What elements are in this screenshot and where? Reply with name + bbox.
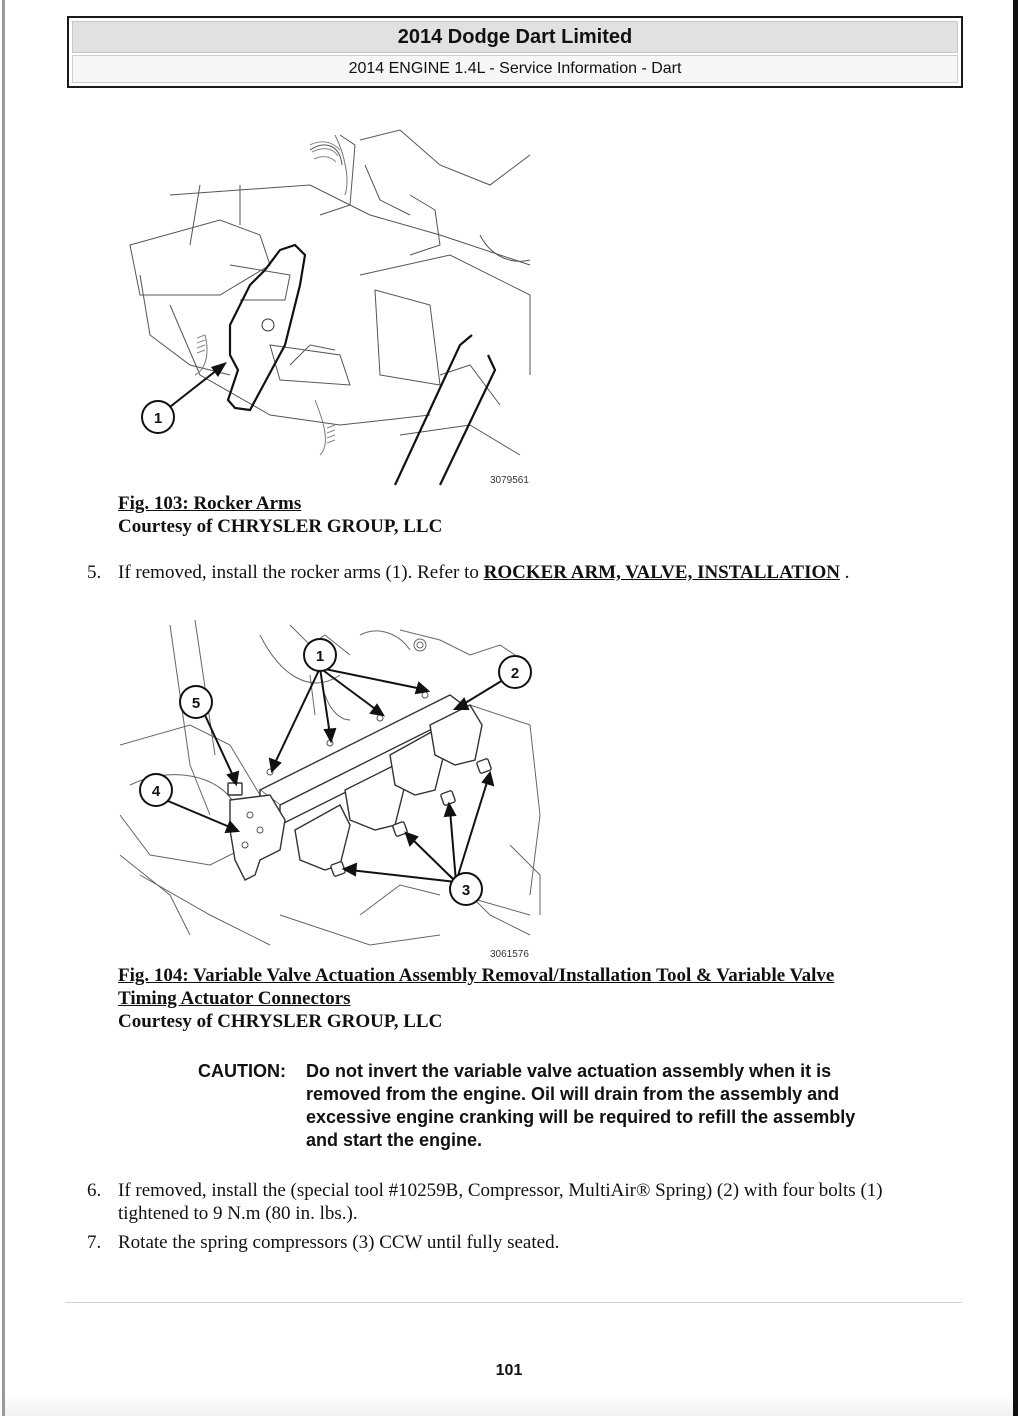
figure-103-rocker-arms (110, 125, 550, 490)
figure-103-credit: Courtesy of CHRYSLER GROUP, LLC (118, 516, 443, 537)
step-5-number: 5. (87, 562, 102, 583)
step-6-number: 6. (87, 1180, 102, 1201)
callout-3c-leader (450, 810, 456, 882)
callout-1-label: 1 (315, 648, 325, 665)
callout-1-leader (166, 370, 217, 410)
figure-104-image-id: 3061576 (490, 949, 529, 960)
figure-104-caption (118, 964, 834, 1033)
callout-5-arrowhead (228, 772, 238, 784)
document-header (67, 16, 963, 88)
rocker-arm-outline (228, 245, 305, 410)
callout-1b-leader (320, 668, 330, 735)
caution-line: and start the engine. (306, 1130, 483, 1150)
figure-103-caption (118, 492, 442, 538)
callout-3d-leader (456, 779, 488, 882)
figure-104-title-line2: Timing Actuator Connectors (118, 988, 351, 1009)
page-left-edge (2, 0, 5, 1416)
caution-line: excessive engine cranking will be required to refill the assembly (306, 1107, 856, 1127)
callout-2-leader (462, 680, 503, 705)
figure-103-image-id: 3079561 (490, 475, 529, 486)
vva-assembly-illustration (110, 615, 550, 960)
callout-3-label: 3 (461, 882, 471, 899)
caution-line: removed from the engine. Oil will drain from the assembly and (306, 1084, 840, 1104)
callout-3d-arrowhead (483, 773, 493, 785)
callout-1d-arrowhead (416, 683, 428, 693)
figure-103-title: Fig. 103: Rocker Arms (118, 493, 302, 514)
callout-1b-arrowhead (325, 729, 335, 741)
callout-5-label: 5 (191, 695, 201, 712)
step-6-line1: If removed, install the (special tool #10259B, Compressor, MultiAir® Spring) (2) with four bolts (1) (118, 1180, 883, 1201)
figure-104-credit: Courtesy of CHRYSLER GROUP, LLC (118, 1011, 443, 1032)
callout-1a-leader (274, 668, 320, 765)
step-6-line2: tightened to 9 N.m (80 in. lbs.). (118, 1203, 358, 1224)
callout-3a-arrowhead (344, 864, 356, 875)
callout-3a-leader (350, 870, 456, 882)
header-subtitle: 2014 ENGINE 1.4L - Service Information - Dart (72, 55, 958, 83)
page-bottom-edge (5, 1395, 1013, 1416)
caution-line: Do not invert the variable valve actuation assembly when it is (306, 1061, 832, 1081)
figure-104-vva-assembly (110, 615, 550, 960)
step-5-text (118, 561, 849, 584)
callout-1-label: 1 (153, 410, 163, 427)
callout-4-label: 4 (151, 783, 161, 800)
page-number: 101 (495, 1362, 523, 1379)
callout-1a-arrowhead (270, 759, 280, 771)
caution-body (306, 1060, 946, 1152)
step-7-number: 7. (87, 1232, 102, 1253)
figure-104-title-line1: Fig. 104: Variable Valve Actuation Assembly Removal/Installation Tool & Variable Valve (118, 965, 835, 986)
step-5-after: . (839, 562, 850, 583)
callout-2-label: 2 (510, 665, 520, 682)
page-right-edge (1013, 0, 1018, 1416)
step-5-body: If removed, install the rocker arms (1). Refer to (118, 562, 484, 583)
callout-4-leader (168, 801, 232, 828)
callout-3c-arrowhead (445, 804, 455, 816)
footer-divider (65, 1302, 962, 1303)
step-7-text: Rotate the spring compressors (3) CCW until fully seated. (118, 1232, 560, 1253)
header-title: 2014 Dodge Dart Limited (72, 21, 958, 53)
rocker-arm-installation-link[interactable]: ROCKER ARM, VALVE, INSTALLATION (483, 562, 840, 583)
caution-label: CAUTION: (198, 1061, 286, 1081)
callout-1-arrowhead (211, 362, 227, 377)
callout-5-leader (204, 713, 234, 778)
callout-3b-leader (410, 837, 456, 882)
rocker-arms-illustration (110, 125, 550, 490)
